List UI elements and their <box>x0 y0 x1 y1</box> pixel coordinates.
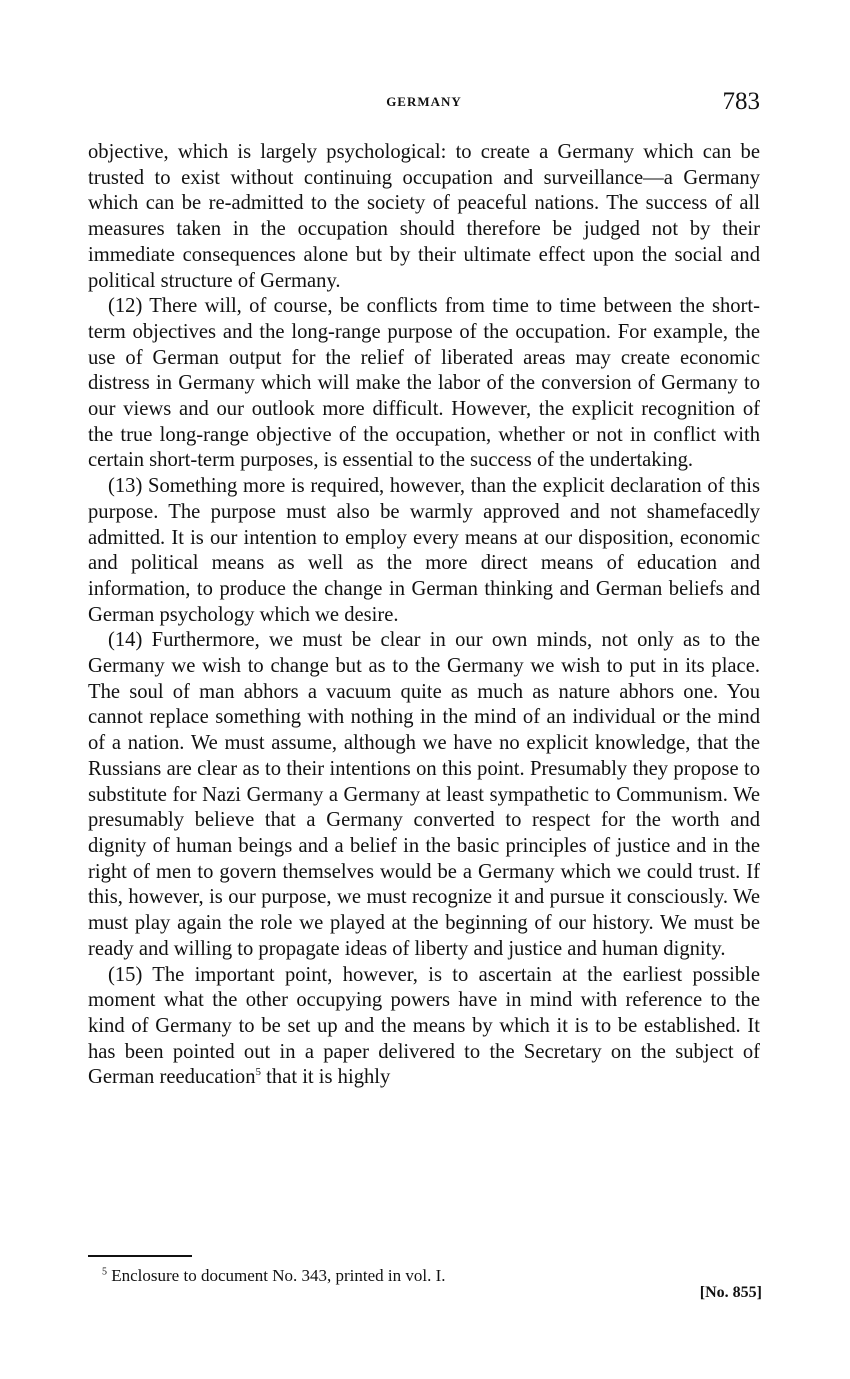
paragraph-15-text: (15) The important point, however, is to ascertain at the earliest possible moment what the other occupying powers have in mind with reference to the kind of Germany to be set up and the means by which it is to be established. It has been pointed out in a paper delivered to the Secretary on the subject of German reeducation <box>88 963 760 1089</box>
paragraph-15 <box>88 963 760 1092</box>
paragraph-continued: objective, which is largely psychological: to create a Germany which can be trusted to exist without continuing occupation and surveillance—a Germany which can be re-admitted to the society of peaceful nations. The success of all measures taken in the occupation should therefore be judged not by their immediate consequences alone but by their ultimate effect upon the social and political structure of Germany. <box>88 141 760 292</box>
document-number: [No. 855] <box>699 1284 762 1301</box>
paragraph-14: (14) Furthermore, we must be clear in our own minds, not only as to the Germany we wish to change but as to the Germany we wish to put in its place. The soul of man abhors a vacuum quite as much as nature abhors one. You cannot replace something with nothing in the mind of an individual or the mind of a nation. We must assume, although we have no explicit knowledge, that the Russians are clear as to their intentions on this point. Presumably they propose to substitute for Nazi Germany a Germany at least sympathetic to Communism. We presumably believe that a Germany converted to respect for the worth and dignity of human beings and a belief in the basic principles of justice and in the right of men to govern themselves would be a Germany which we could trust. If this, however, is our purpose, we must recognize it and pursue it consciously. We must play again the role we played at the beginning of our history. We must be ready and willing to propagate ideas of liberty and justice and human dignity. <box>88 629 760 960</box>
footnote-text: Enclosure to document No. 343, printed in vol. I. <box>107 1266 446 1285</box>
section-title: GERMANY <box>386 94 462 109</box>
paragraph-12: (12) There will, of course, be conflicts from time to time between the short-term objectives and the long-range purpose of the occupation. For example, the use of German output for the relief of liberated areas may create economic distress in Germany which will make the labor of the conversion of Germany to our views and our outlook more difficult. However, the explicit recognition of the true long-range objective of the occupation, whether or not in conflict with certain short-term purposes, is essential to the success of the undertaking. <box>88 295 760 472</box>
running-head <box>88 88 760 122</box>
footnote-reference: 5 <box>255 1066 262 1079</box>
paragraph-13: (13) Something more is required, however, than the explicit declaration of this purpose. The purpose must also be warmly approved and not shamefacedly admitted. It is our intention to employ every means at our disposition, economic and political means as well as the more direct means of education and information, to produce the change in German thinking and German beliefs and German psychology which we desire. <box>88 475 760 626</box>
footnote-rule <box>88 1255 192 1257</box>
page-number: 783 <box>722 88 760 115</box>
body-text <box>88 140 760 1091</box>
paragraph-15-text-end: that it is highly <box>261 1066 391 1089</box>
footnote <box>102 1266 446 1286</box>
footnote-marker: 5 <box>102 1266 107 1278</box>
